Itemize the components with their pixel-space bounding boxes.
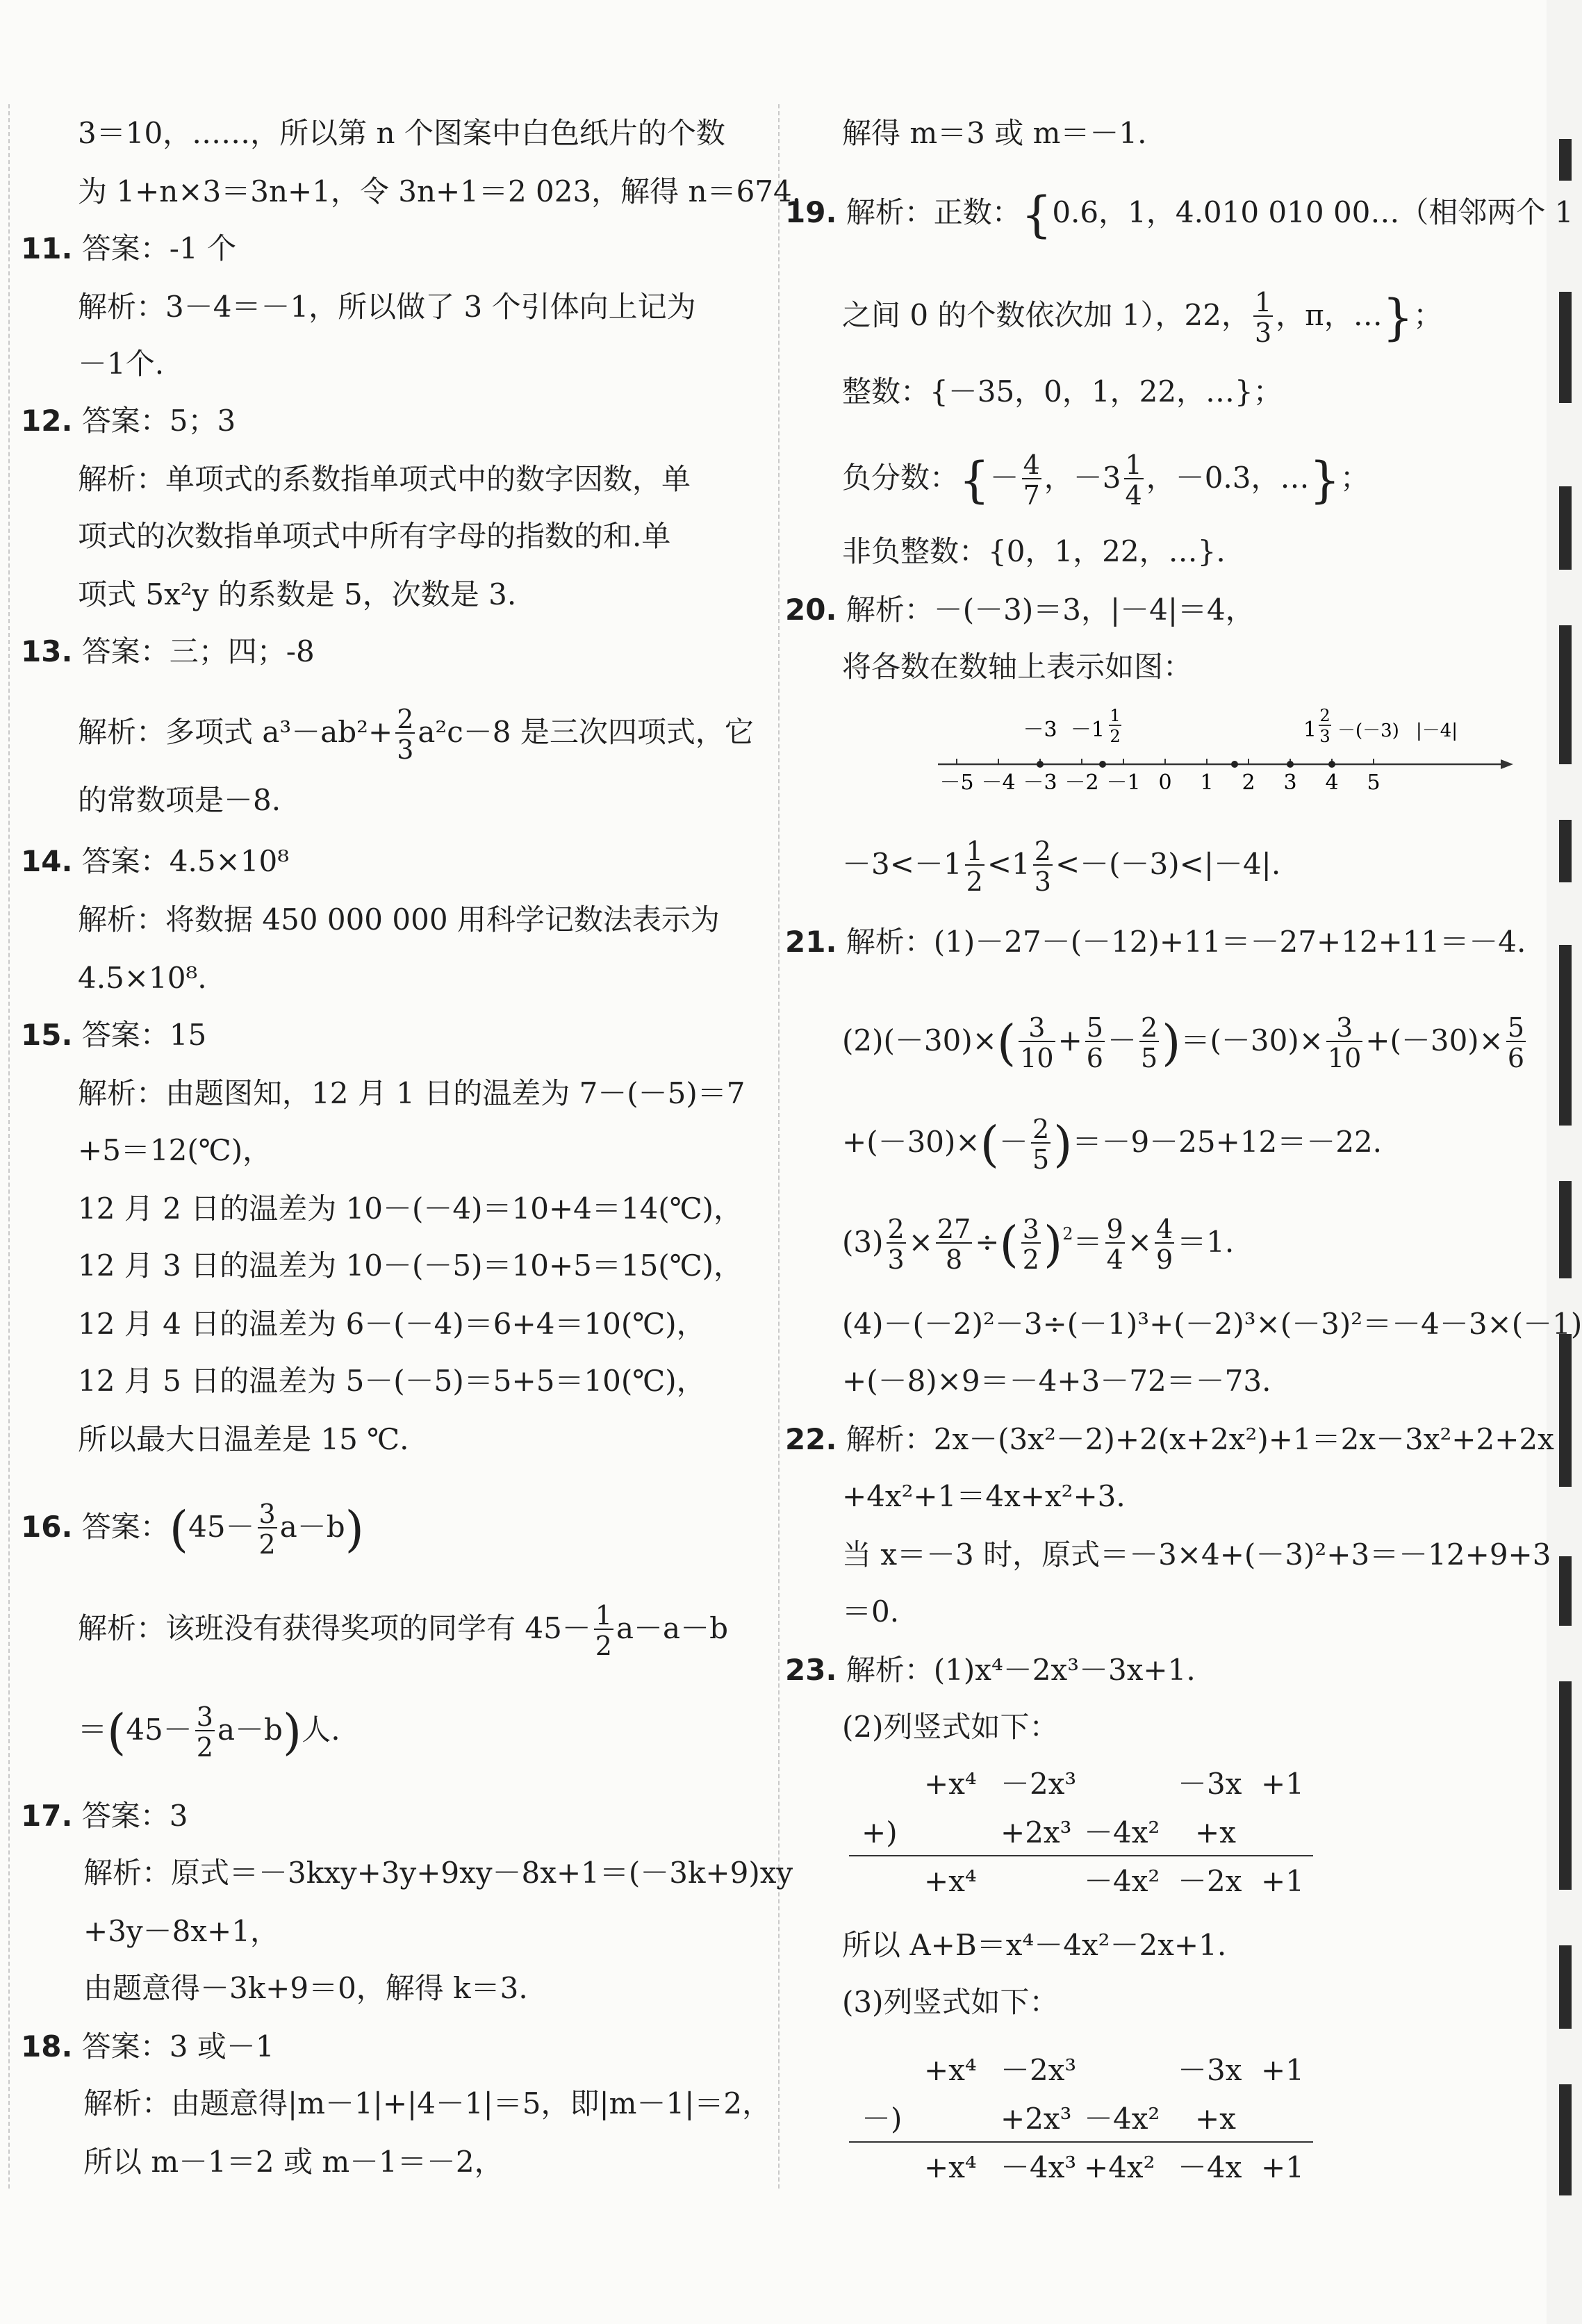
text-line: 整数：{－35，0，1，22，…}； [842, 374, 1283, 409]
vert-term: +1 [1261, 2150, 1304, 2184]
vert-term: +1 [1261, 2053, 1304, 2087]
text-line: (2)列竖式如下： [842, 1710, 1059, 1744]
question-number: 19. [785, 195, 837, 229]
label-neg-neg3: －(－3) [1337, 720, 1399, 741]
label-one-two-thirds-whole: 1 [1303, 718, 1317, 742]
vert-term: +x⁴ [924, 1864, 977, 1898]
text-fragment: 人. [302, 1713, 340, 1747]
vert-term: +x⁴ [924, 2053, 977, 2087]
question-number: 21. [785, 925, 837, 959]
text-line: ＝0. [842, 1594, 900, 1629]
vert-term: +4x² [1084, 2150, 1155, 2184]
vert-term: －4x² [1084, 1864, 1160, 1898]
text-fragment: <－(－3)<|－4|. [1055, 847, 1281, 881]
text-fragment: ，π，… [1276, 298, 1383, 332]
text-line: 的常数项是－8. [78, 783, 281, 817]
text-line: －1个. [78, 347, 165, 381]
text-fragment: 0.6，1，4.010 010 00…（相邻两个 1 [1052, 195, 1574, 229]
text-fragment: a－b [279, 1510, 345, 1544]
text-line: 非负整数：{0，1，22，…}. [842, 534, 1226, 568]
fraction: $\frac{2}{5}$ [1032, 1114, 1050, 1175]
label-two-thirds-num: 2 [1319, 706, 1330, 725]
text-fragment: ； [1413, 298, 1443, 332]
question-number: 17. [21, 1799, 73, 1833]
fraction: $\frac{2}{3}$ [887, 1214, 905, 1275]
tick-label: －1 [1106, 770, 1141, 795]
margin-rule [8, 104, 10, 2189]
label-half-den: 2 [1110, 727, 1121, 746]
vert-term: －3x [1178, 1767, 1242, 1801]
text-line: 解析：将数据 450 000 000 用科学记数法表示为 [78, 903, 720, 937]
difference-rule [849, 2141, 1313, 2143]
text-line: (4)－(－2)²－3÷(－1)³+(－2)³×(－3)²＝－4－3×(－1) [842, 1307, 1582, 1341]
text-line: 解析：单项式的系数指单项式中的数字因数，单 [78, 462, 691, 496]
text-fragment: +(－30)× [842, 1125, 980, 1159]
answer-line: 答案：-1 个 [81, 231, 237, 265]
vert-term: －4x² [1084, 2102, 1160, 2136]
answer-line: 答案：3 [81, 1799, 188, 1833]
answer-line: 解析：2x－(3x²－2)+2(x+2x²)+1＝2x－3x²+2+2x [846, 1422, 1554, 1456]
vert-term: －4x² [1084, 1815, 1160, 1849]
fraction: $\frac{4}{7}$ [1023, 450, 1040, 511]
text-line: 将各数在数轴上表示如图： [842, 650, 1193, 684]
text-line: +(－8)×9＝－4+3－72＝－73. [842, 1364, 1271, 1398]
text-line: 为 1+n×3＝3n+1，令 3n+1＝2 023，解得 n＝674. [78, 174, 802, 208]
text-fragment: 45－ [188, 1510, 255, 1544]
vert-term: －2x [1178, 1864, 1242, 1898]
vert-term: +2x³ [1000, 1815, 1072, 1849]
fraction: $\frac{3}{2}$ [196, 1701, 213, 1763]
fraction: $\frac{27}{8}$ [937, 1214, 971, 1275]
question-number: 18. [21, 2029, 73, 2063]
text-fragment: ＝－9－25+12＝－22. [1072, 1125, 1383, 1159]
text-fragment: <1 [987, 847, 1030, 881]
answer-line: 解析：(1)x⁴－2x³－3x+1. [846, 1653, 1196, 1687]
vert-term: －2x³ [1000, 1767, 1077, 1801]
question-number: 14. [21, 844, 73, 878]
vert-term: －4x³ [1000, 2150, 1077, 2184]
vert-term: －3x [1178, 2053, 1242, 2087]
text-fragment: ，－0.3，… [1146, 461, 1310, 495]
tick-label: 3 [1283, 770, 1297, 795]
vert-term: +1 [1261, 1767, 1304, 1801]
fraction: $\frac{9}{4}$ [1106, 1214, 1123, 1275]
question-number: 12. [21, 404, 73, 438]
text-line: 当 x＝－3 时，原式＝－3×4+(－3)²+3＝－12+9+3 [842, 1538, 1551, 1572]
vert-operator: －) [862, 2102, 903, 2136]
number-point [1328, 761, 1335, 768]
text-fragment: ＝1. [1177, 1225, 1235, 1259]
number-point [1099, 761, 1106, 768]
vert-term: +2x³ [1000, 2102, 1072, 2136]
label-half-num: 1 [1110, 706, 1121, 725]
text-fragment: 负分数： [842, 461, 959, 495]
vert-term: +x [1195, 1815, 1236, 1849]
text-fragment: +(－30)× [1365, 1023, 1503, 1057]
question-number: 23. [785, 1653, 837, 1687]
text-line: 所以 m－1＝2 或 m－1＝－2， [83, 2145, 504, 2179]
fraction: $\frac{1}{4}$ [1125, 450, 1142, 511]
text-fragment: ，－3 [1044, 461, 1121, 495]
answer-line: 解析：－(－3)＝3，|－4|＝4， [846, 593, 1255, 627]
text-fragment: × [1127, 1225, 1152, 1259]
text-line: 解析：由题意得|m－1|+|4－1|＝5，即|m－1|＝2， [83, 2086, 772, 2120]
answer-line: 答案：3 或－1 [81, 2029, 274, 2063]
fraction: $\frac{3}{2}$ [1022, 1214, 1039, 1275]
text-line: 解析：由题图知，12 月 1 日的温差为 7－(－5)＝7 [78, 1076, 745, 1110]
text-line: 项式的次数指单项式中所有字母的指数的和.单 [78, 519, 671, 553]
tick-label: 2 [1242, 770, 1255, 795]
fraction: $\frac{2}{5}$ [1140, 1012, 1158, 1073]
text-line: 12 月 2 日的温差为 10－(－4)＝10+4＝14(℃)， [78, 1192, 743, 1226]
text-fragment: ＝(－30)× [1180, 1023, 1324, 1057]
text-fragment: a－a－b [616, 1611, 728, 1645]
tick-label: 5 [1367, 770, 1381, 795]
text-line: 项式 5x²y 的系数是 5，次数是 3. [78, 577, 517, 611]
text-fragment: (2)(－30)× [842, 1023, 997, 1057]
text-fragment: ＝ [78, 1713, 108, 1747]
fraction: $\frac{3}{10}$ [1327, 1012, 1362, 1073]
answer-label: 答案： [81, 1510, 170, 1544]
text-fragment: 45－ [126, 1713, 192, 1747]
text-line: +3y－8x+1， [83, 1914, 279, 1948]
fraction: $\frac{5}{6}$ [1086, 1012, 1103, 1073]
text-fragment: a²c－8 是三次四项式，它 [418, 715, 754, 749]
text-fragment: × [908, 1225, 933, 1259]
tick-label: －5 [939, 770, 974, 795]
vert-term: +x [1195, 2102, 1236, 2136]
text-fragment: 解析：该班没有获得奖项的同学有 45－ [78, 1611, 591, 1645]
text-line: 解得 m＝3 或 m＝－1. [842, 116, 1147, 150]
fraction: $\frac{2}{3}$ [1034, 836, 1051, 897]
label-two-thirds-den: 3 [1319, 727, 1330, 746]
label-neg1-half-whole: －1 [1070, 718, 1105, 742]
text-line: 所以最大日温差是 15 ℃. [78, 1422, 409, 1456]
text-line: 3＝10，……，所以第 n 个图案中白色纸片的个数 [78, 116, 725, 150]
text-fragment: 之间 0 的个数依次加 1），22， [842, 298, 1251, 332]
vert-term: +x⁴ [924, 1767, 977, 1801]
text-line: 4.5×10⁸. [78, 961, 207, 995]
text-line: +5＝12(℃)， [78, 1133, 272, 1167]
text-fragment: ＝ [1073, 1225, 1103, 1259]
number-point [1231, 761, 1238, 768]
text-line: 由题意得－3k+9＝0，解得 k＝3. [83, 1971, 528, 2005]
question-number: 16. [21, 1510, 73, 1544]
number-point [1037, 761, 1044, 768]
question-number: 11. [21, 231, 73, 265]
text-line: 所以 A+B＝x⁴－4x²－2x+1. [842, 1928, 1227, 1962]
answer-line: 答案：5；3 [81, 404, 236, 438]
answer-line: 答案：15 [81, 1018, 207, 1052]
tick-label: 1 [1200, 770, 1214, 795]
text-line: (3)列竖式如下： [842, 1985, 1059, 2019]
vert-operator: +) [862, 1815, 898, 1849]
tick-label: 4 [1325, 770, 1339, 795]
answer-line: 答案：三；四；-8 [81, 634, 315, 668]
number-line [938, 695, 1522, 806]
vert-term: －2x³ [1000, 2053, 1077, 2087]
text-fragment: (3) [842, 1225, 884, 1259]
fraction: $\frac{1}{2}$ [595, 1600, 612, 1661]
answer-line: 解析：(1)－27－(－12)+11＝－27+12+11＝－4. [846, 925, 1526, 959]
text-fragment: －3<－1 [842, 847, 962, 881]
question-number: 13. [21, 634, 73, 668]
label-abs-neg4: |－4| [1416, 720, 1458, 741]
question-number: 22. [785, 1422, 837, 1456]
vert-term: +1 [1261, 1864, 1304, 1898]
tick-label: －2 [1064, 770, 1099, 795]
fraction: $\frac{3}{10}$ [1020, 1012, 1054, 1073]
text-line: 解析：3－4＝－1，所以做了 3 个引体向上记为 [78, 290, 696, 324]
text-line: 解析：原式＝－3kxy+3y+9xy－8x+1＝(－3k+9)xy [83, 1856, 793, 1890]
vert-term: +x⁴ [924, 2150, 977, 2184]
tick-label: 0 [1158, 770, 1172, 795]
answer-line: 答案：4.5×10⁸ [81, 844, 290, 878]
label-neg3: －3 [1023, 718, 1057, 742]
text-fragment: 解析：多项式 a³－ab²+ [78, 715, 393, 749]
fraction: $\frac{4}{9}$ [1155, 1214, 1173, 1275]
text-line: +4x²+1＝4x+x²+3. [842, 1479, 1126, 1513]
fraction: $\frac{5}{6}$ [1507, 1012, 1525, 1073]
fraction: $\frac{1}{2}$ [966, 836, 983, 897]
question-number: 15. [21, 1018, 73, 1052]
text-line: 12 月 4 日的温差为 6－(－4)＝6+4＝10(℃)， [78, 1307, 706, 1341]
text-line: 12 月 5 日的温差为 5－(－5)＝5+5＝10(℃)， [78, 1364, 706, 1398]
text-fragment: ÷ [975, 1225, 1000, 1259]
text-line: 12 月 3 日的温差为 10－(－5)＝10+5＝15(℃)， [78, 1248, 743, 1283]
question-number: 20. [785, 593, 837, 627]
text-fragment: － [989, 461, 1019, 495]
sum-rule [849, 1855, 1313, 1856]
text-fragment: 解析：正数： [846, 195, 1021, 229]
fraction: $\frac{2}{3}$ [397, 704, 414, 765]
fraction: $\frac{1}{3}$ [1254, 287, 1272, 348]
vert-term: －4x [1178, 2150, 1242, 2184]
page-edge-strip [1547, 0, 1582, 2324]
fraction: $\frac{3}{2}$ [258, 1499, 276, 1560]
text-fragment: a－b [217, 1713, 283, 1747]
tick-label: －3 [1023, 770, 1057, 795]
number-point [1287, 761, 1294, 768]
text-fragment: ； [1340, 461, 1370, 495]
tick-label: －4 [981, 770, 1016, 795]
